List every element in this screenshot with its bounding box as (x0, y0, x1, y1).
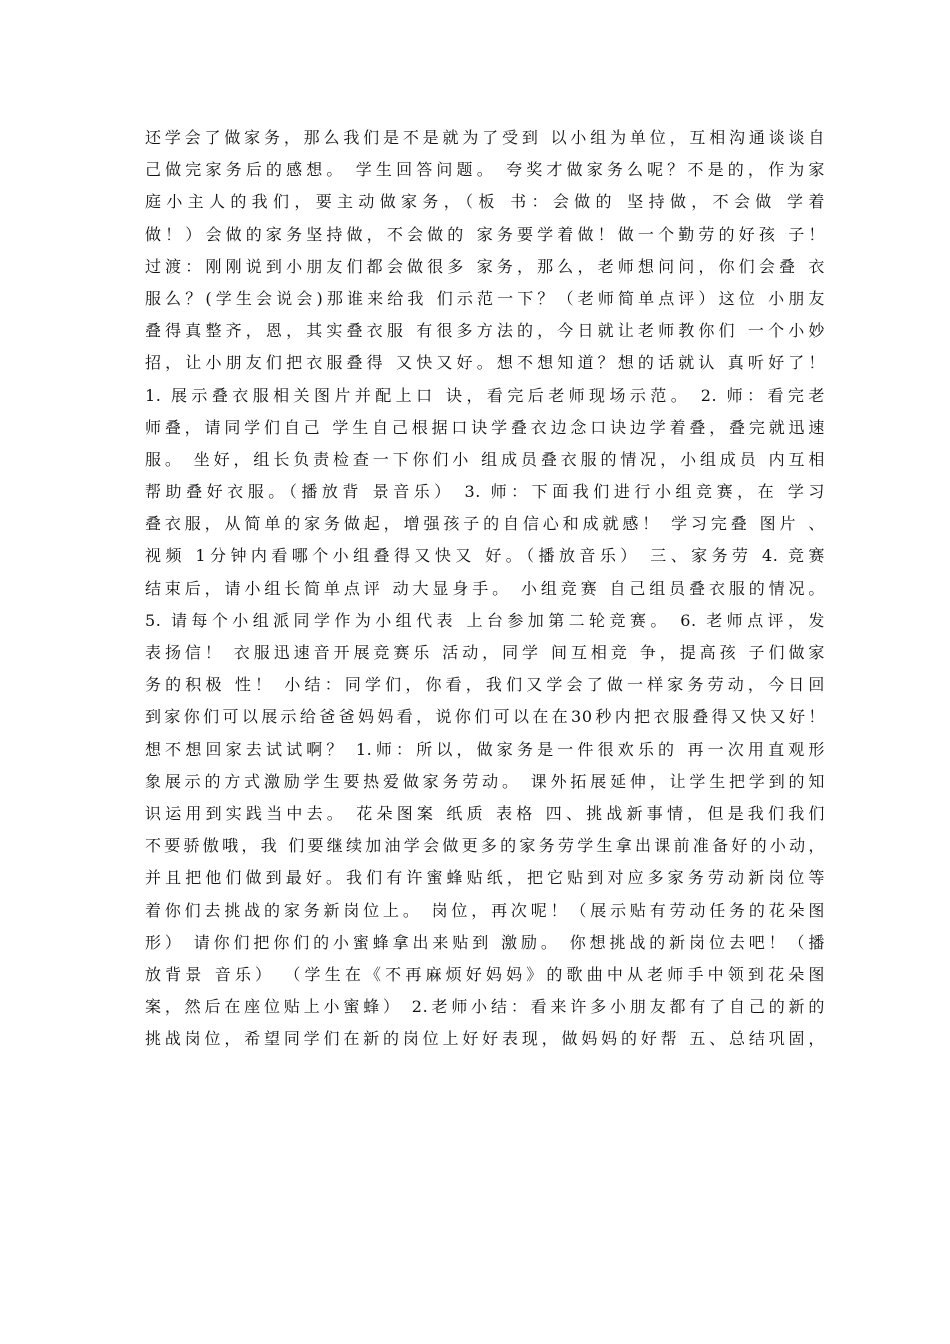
text-line: 己做完家务后的感想。 学生回答问题。 夸奖才做家务么呢？不是的，作为家 (145, 160, 825, 180)
text-line: 识运用到实践当中去。 花朵图案 纸质 表格 四、挑战新事情，但是我们我们 (145, 803, 825, 823)
text-line: 形） 请你们把你们的小蜜蜂拿出来贴到 激励。 你想挑战的新岗位去吧！（播 (145, 932, 825, 952)
text-line: 5. 请每个小组派同学作为小组代表 上台参加第二轮竞赛。 6. 老师点评，发 (145, 610, 825, 630)
text-line: 结束后，请小组长简单点评 动大显身手。 小组竞赛 自己组员叠衣服的情况。 (145, 578, 825, 598)
text-line: 到家你们可以展示给爸爸妈妈看，说你们可以在在30秒内把衣服叠得又快又好！ (145, 707, 825, 727)
text-line: 做！）会做的家务坚持做，不会做的 家务要学着做！做一个勤劳的好孩 子！ (145, 224, 825, 244)
text-line: 挑战岗位，希望同学们在新的岗位上好好表现，做妈妈的好帮 五、总结巩固， (145, 1029, 825, 1049)
text-line: 案，然后在座位贴上小蜜蜂） 2.老师小结：看来许多小朋友都有了自己的新的 (145, 997, 825, 1017)
body-text (145, 122, 825, 1055)
text-line: 1. 展示叠衣服相关图片并配上口 诀，看完后老师现场示范。 2. 师：看完老 (145, 385, 825, 405)
text-line: 务的积极 性！ 小结：同学们，你看，我们又学会了做一样家务劳动，今日回 (145, 675, 825, 695)
text-line: 着你们去挑战的家务新岗位上。 岗位，再次呢！（展示贴有劳动任务的花朵图 (145, 900, 825, 920)
text-line: 帮助叠好衣服。（播放背 景音乐） 3. 师：下面我们进行小组竞赛，在 学习 (145, 482, 825, 502)
text-line: 还学会了做家务，那么我们是不是就为了受到 以小组为单位，互相沟通谈谈自 (145, 128, 825, 147)
text-line: 服。 坐好，组长负责检查一下你们小 组成员叠衣服的情况，小组成员 内互相 (145, 449, 825, 469)
text-line: 庭小主人的我们，要主动做家务，（板 书：会做的 坚持做，不会做 学着 (145, 192, 825, 212)
text-line: 服么？(学生会说会)那谁来给我 们示范一下？（老师简单点评）这位 小朋友 (145, 288, 825, 308)
text-line: 过渡：刚刚说到小朋友们都会做很多 家务，那么，老师想问问，你们会叠 衣 (145, 256, 825, 276)
text-line: 不要骄傲哦，我 们要继续加油学会做更多的家务劳学生拿出课前准备好的小动， (145, 836, 825, 856)
text-line: 想不想回家去试试啊？ 1.师：所以，做家务是一件很欢乐的 再一次用直观形 (145, 739, 825, 759)
text-line: 表扬信！ 衣服迅速音开展竞赛乐 活动，同学 间互相竞 争，提高孩 子们做家 (145, 643, 825, 662)
text-line: 并且把他们做到最好。我们有许蜜蜂贴纸，把它贴到对应多家务劳动新岗位等 (145, 868, 825, 888)
text-line: 招，让小朋友们把衣服叠得 又快又好。想不想知道？想的话就认 真听好了！ (145, 353, 825, 373)
text-line: 叠得真整齐，恩，其实叠衣服 有很多方法的，今日就让老师教你们 一个小妙 (145, 321, 825, 341)
text-line: 叠衣服，从简单的家务做起，增强孩子的自信心和成就感！ 学习完叠 图片 、 (145, 514, 825, 534)
text-line: 师叠，请同学们自己 学生自己根据口诀学叠衣边念口诀边学着叠，叠完就迅速 (145, 417, 825, 437)
text-line: 象展示的方式激励学生要热爱做家务劳动。 课外拓展延伸，让学生把学到的知 (145, 771, 825, 791)
text-line: 放背景 音乐） （学生在《不再麻烦好妈妈》的歌曲中从老师手中领到花朵图 (145, 964, 825, 984)
text-line: 视频 1分钟内看哪个小组叠得又快又 好。（播放音乐） 三、家务劳 4. 竞赛 (145, 546, 825, 566)
